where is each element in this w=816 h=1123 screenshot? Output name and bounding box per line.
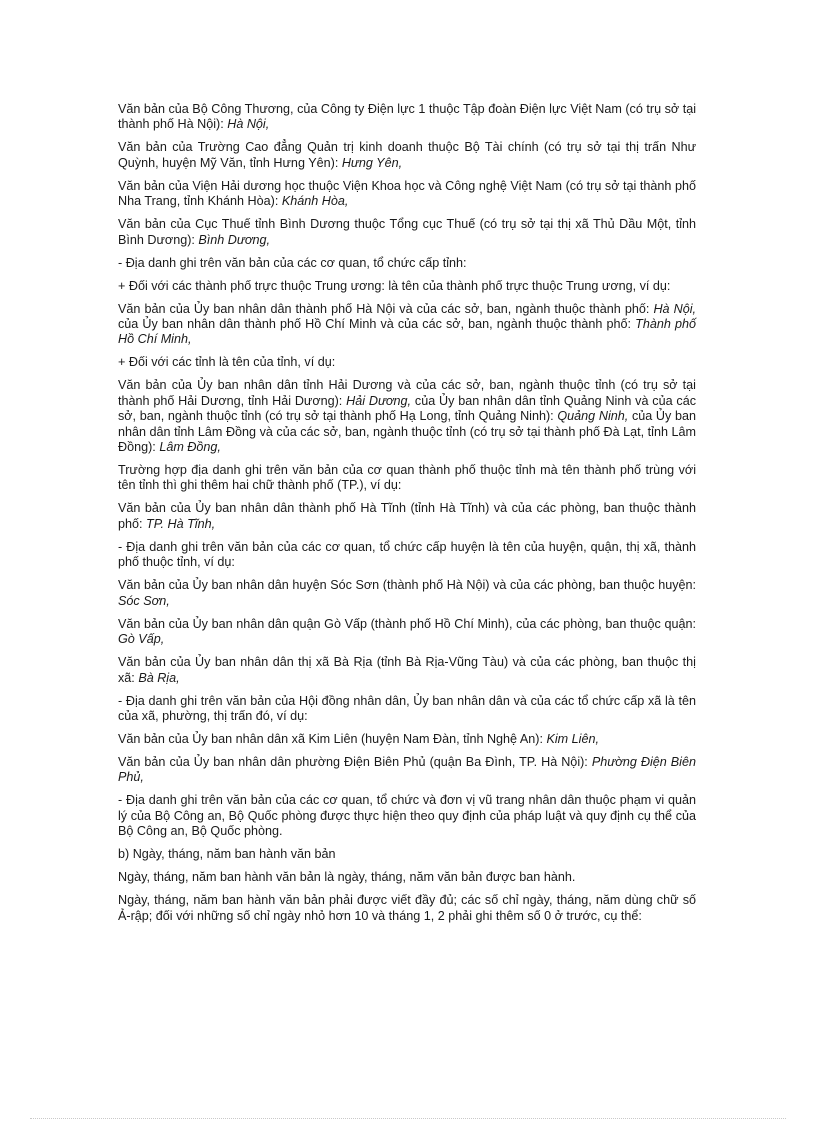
paragraph-16: - Địa danh ghi trên văn bản của Hội đồng nhân dân, Ủy ban nhân dân và của các tổ chức cấp xã là tên của xã, phường, thị trấn đó, ví dụ: (118, 693, 696, 723)
paragraph-19: - Địa danh ghi trên văn bản của các cơ quan, tổ chức và đơn vị vũ trang nhân dân thuộc phạm vi quản lý của Bộ Công an, Bộ Quốc phòng được thực hiện theo quy định của pháp luật và quy định cụ thể của Bộ Công an, Bộ Quốc phòng. (118, 793, 696, 839)
paragraph-21: Ngày, tháng, năm ban hành văn bản là ngày, tháng, năm văn bản được ban hành. (118, 870, 576, 885)
paragraph-1: Văn bản của Bộ Công Thương, của Công ty Điện lực 1 thuộc Tập đoàn Điện lực Việt Nam (có trụ sở tại thành phố Hà Nội): Hà Nội, (118, 102, 696, 132)
paragraph-22: Ngày, tháng, năm ban hành văn bản phải được viết đầy đủ; các số chỉ ngày, tháng, năm dùng chữ số Ả-rập; đối với những số chỉ ngày nhỏ hơn 10 và tháng 1, 2 phải ghi thêm số 0 ở trước, cụ thể: (118, 893, 696, 923)
paragraph-7: Văn bản của Ủy ban nhân dân thành phố Hà Nội và của các sở, ban, ngành thuộc thành phố: Hà Nội, của Ủy ban nhân dân thành phố Hồ Chí Minh và của các sở, ban, ngành thuộc thành phố: Thành phố Hồ Chí Minh, (118, 301, 696, 347)
paragraph-3: Văn bản của Viện Hải dương học thuộc Viện Khoa học và Công nghệ Việt Nam (có trụ sở tại thành phố Nha Trang, tỉnh Khánh Hòa): Khánh Hòa, (118, 178, 696, 209)
paragraph-14: Văn bản của Ủy ban nhân dân quận Gò Vấp (thành phố Hồ Chí Minh), của các phòng, ban thuộc quận: Gò Vấp, (118, 616, 696, 647)
paragraph-15: Văn bản của Ủy ban nhân dân thị xã Bà Rịa (tỉnh Bà Rịa-Vũng Tàu) và của các phòng, ban thuộc thị xã: Bà Rịa, (118, 655, 696, 685)
paragraph-5: - Địa danh ghi trên văn bản của các cơ quan, tổ chức cấp tỉnh: (118, 255, 467, 270)
paragraph-2: Văn bản của Trường Cao đẳng Quản trị kinh doanh thuộc Bộ Tài chính (có trụ sở tại thị trấn Như Quỳnh, huyện Mỹ Văn, tỉnh Hưng Yên): Hưng Yên, (118, 140, 696, 170)
document-body (118, 102, 696, 932)
paragraph-8: + Đối với các tỉnh là tên của tỉnh, ví dụ: (118, 355, 336, 370)
paragraph-11: Văn bản của Ủy ban nhân dân thành phố Hà Tĩnh (tỉnh Hà Tĩnh) và của các phòng, ban thuộc thành phố: TP. Hà Tĩnh, (118, 501, 696, 531)
paragraph-10: Trường hợp địa danh ghi trên văn bản của cơ quan thành phố thuộc tỉnh mà tên thành phố trùng với tên tỉnh thì ghi thêm hai chữ thành phố (TP.), ví dụ: (118, 463, 696, 493)
paragraph-18: Văn bản của Ủy ban nhân dân phường Điện Biên Phủ (quận Ba Đình, TP. Hà Nội): Phường Điện Biên Phủ, (118, 754, 696, 785)
paragraph-12: - Địa danh ghi trên văn bản của các cơ quan, tổ chức cấp huyện là tên của huyện, quận, thị xã, thành phố thuộc tỉnh, ví dụ: (118, 539, 696, 570)
page-bottom-divider (30, 1118, 786, 1119)
paragraph-4: Văn bản của Cục Thuế tỉnh Bình Dương thuộc Tổng cục Thuế (có trụ sở tại thị xã Thủ Dầu Một, tỉnh Bình Dương): Bình Dương, (118, 217, 696, 247)
section-heading-b: b) Ngày, tháng, năm ban hành văn bản (118, 847, 336, 862)
paragraph-6: + Đối với các thành phố trực thuộc Trung ương: là tên của thành phố trực thuộc Trung ương, ví dụ: (118, 278, 671, 293)
paragraph-9: Văn bản của Ủy ban nhân dân tỉnh Hải Dương và của các sở, ban, ngành thuộc tỉnh (có trụ sở tại thành phố Hải Dương, tỉnh Hải Dương): Hải Dương, của Ủy ban nhân dân tỉnh Quảng Ninh và của các sở, ban, ngành thuộc tỉnh (có trụ sở tại thành phố Hạ Long, tỉnh Quảng Ninh): Quảng Ninh, của Ủy ban nhân dân tỉnh Lâm Đồng và của các sở, ban, ngành thuộc tỉnh (có trụ sở tại thành phố Đà Lạt, tỉnh Lâm Đồng): Lâm Đồng, (118, 378, 697, 455)
paragraph-17: Văn bản của Ủy ban nhân dân xã Kim Liên (huyện Nam Đàn, tỉnh Nghệ An): Kim Liên, (118, 731, 599, 746)
paragraph-13: Văn bản của Ủy ban nhân dân huyện Sóc Sơn (thành phố Hà Nội) và của các phòng, ban thuộc huyện: Sóc Sơn, (118, 578, 696, 608)
